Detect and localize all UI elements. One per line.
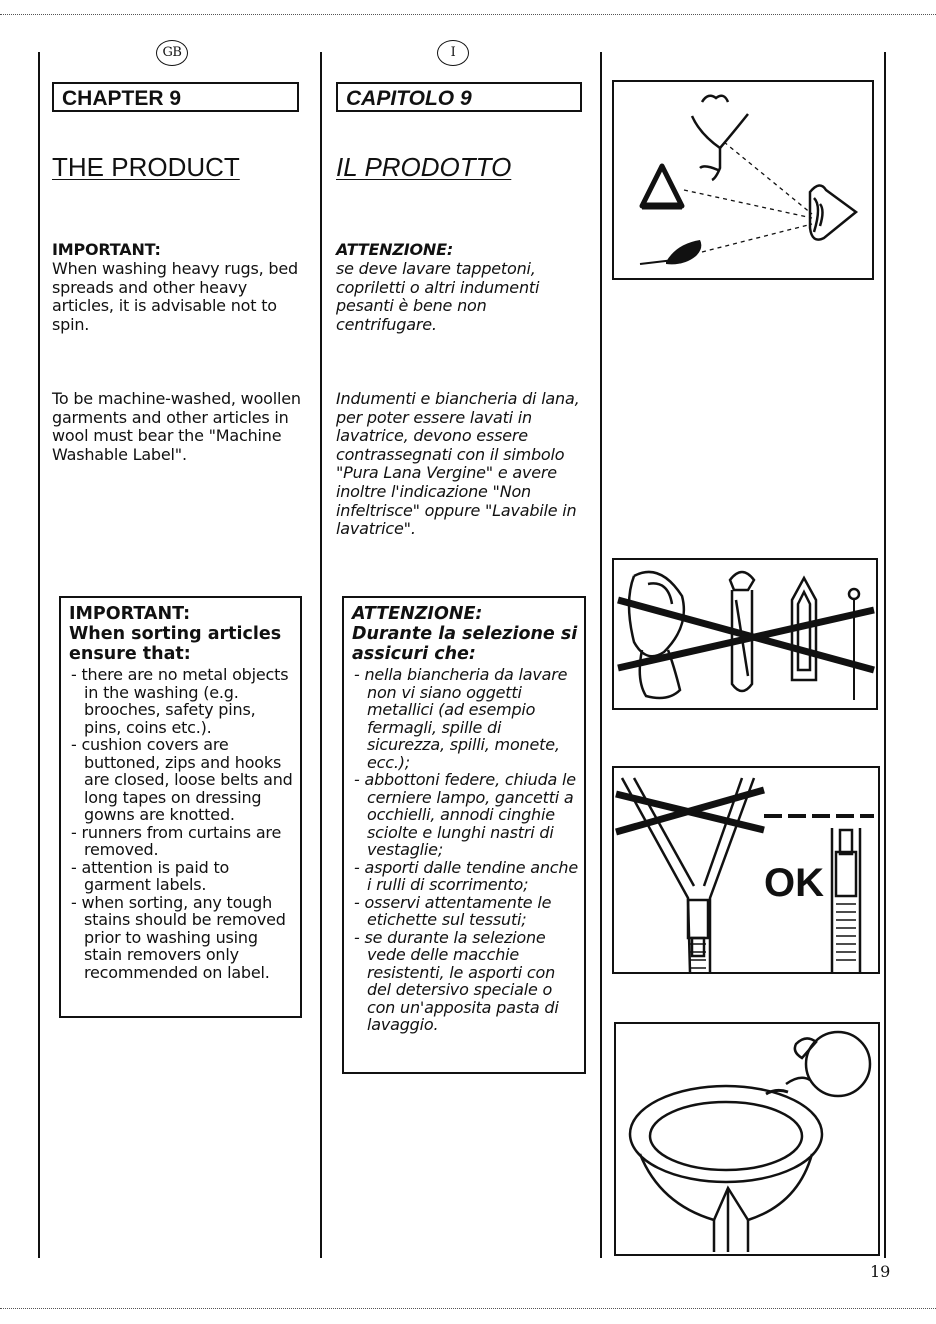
stain-remover-bottle-icon xyxy=(786,1032,870,1096)
zip-teeth-closed xyxy=(836,904,856,960)
pin-icon xyxy=(849,589,859,700)
page-title-it: IL PRODOTTO xyxy=(336,152,512,182)
box-subheading-it: Durante la selezione si assicuri che: xyxy=(352,624,578,664)
sorting-list-it xyxy=(352,666,578,1034)
eye-icon xyxy=(810,185,856,239)
brooch-icon xyxy=(629,572,684,698)
box-subheading-en: When sorting articles ensure that: xyxy=(69,624,282,664)
feather-icon xyxy=(640,240,701,264)
page-title-en: THE PRODUCT xyxy=(52,152,240,182)
triangle-label-icon xyxy=(642,166,682,206)
list-item: - asporti dalle tendine anche i rulli di scorrimento; xyxy=(354,857,578,894)
list-item: - abbottoni federe, chiuda le cerniere lampo, gancetti a occhielli, annodi cinghie sciolte e lunghi nastri di vestaglie; xyxy=(354,770,576,859)
column-rule-outer xyxy=(884,52,886,1258)
sorting-box-en xyxy=(59,596,302,1018)
metal-objects-drawing xyxy=(614,560,876,708)
list-item: - se durante la selezione vede delle macchie resistenti, le asporti con del detersivo speciale o con un'apposita pasta di lavaggio. xyxy=(354,927,559,1034)
list-item: - when sorting, any tough stains should be removed prior to washing using stain removers only recommended on label. xyxy=(71,892,286,982)
language-badge-gb: GB xyxy=(156,40,188,66)
sorting-list-en xyxy=(69,666,294,981)
list-item: - there are no metal objects in the washing (e.g. brooches, safety pins, pins, coins etc.). xyxy=(71,665,289,737)
page-number: 19 xyxy=(870,1262,891,1281)
list-item: - cushion covers are buttoned, zips and hooks are closed, loose belts and long tapes on dressing gowns are knotted. xyxy=(71,735,293,824)
wool-labels-illustration xyxy=(612,80,874,280)
box-heading-it: ATTENZIONE: xyxy=(352,604,483,624)
sight-lines xyxy=(684,142,812,252)
important-text-en: When washing heavy rugs, bed spreads and other heavy articles, it is advisable not to spin. xyxy=(52,259,298,334)
top-border xyxy=(0,14,936,15)
zips-illustration xyxy=(612,766,880,974)
zips-drawing xyxy=(614,768,878,972)
wool-labels-drawing xyxy=(614,82,872,278)
important-heading-en: IMPORTANT: xyxy=(52,240,161,259)
chapter-heading-en: CHAPTER 9 xyxy=(52,82,299,112)
list-item: - attention is paid to garment labels. xyxy=(71,857,230,894)
column-rule-left xyxy=(38,52,40,1258)
wool-text-it: Indumenti e biancheria di lana, per poter essere lavati in lavatrice, devono essere contrassegnati con il simbolo "Pura Lana Vergine" e avere inoltre l'indicazione "Non infeltrisce" oppure "Lavabile in lavatrice". xyxy=(336,389,580,539)
shirt-collar-icon xyxy=(630,1086,822,1252)
bottom-border xyxy=(0,1308,936,1309)
language-badge-it: I xyxy=(437,40,469,66)
open-zip-icon xyxy=(622,778,754,972)
list-item: - osservi attentamente le etichette sul tessuti; xyxy=(354,892,552,929)
metal-objects-illustration xyxy=(612,558,878,710)
important-text-it: se deve lavare tappetoni, copriletti o altri indumenti pesanti è bene non centrifugare. xyxy=(336,259,540,334)
list-item: - nella biancheria da lavare non vi siano oggetti metallici (ad esempio fermagli, spille di sicurezza, spilli, monete, ecc.); xyxy=(354,665,568,772)
column-rule-middle xyxy=(320,52,322,1258)
collar-illustration xyxy=(614,1022,880,1256)
closed-zip-icon xyxy=(832,828,860,972)
important-heading-it: ATTENZIONE: xyxy=(336,240,454,259)
collar-drawing xyxy=(616,1024,878,1254)
column-rule-right xyxy=(600,52,602,1258)
chapter-heading-it: CAPITOLO 9 xyxy=(336,82,582,112)
cotton-flower-icon xyxy=(692,96,748,180)
box-heading-en: IMPORTANT: xyxy=(69,604,191,624)
list-item: - runners from curtains are removed. xyxy=(71,822,282,859)
sorting-box-it xyxy=(342,596,586,1074)
wool-text-en: To be machine-washed, woollen garments and other articles in wool must bear the "Machine Washable Label". xyxy=(52,389,301,464)
ok-label: OK xyxy=(764,861,824,905)
